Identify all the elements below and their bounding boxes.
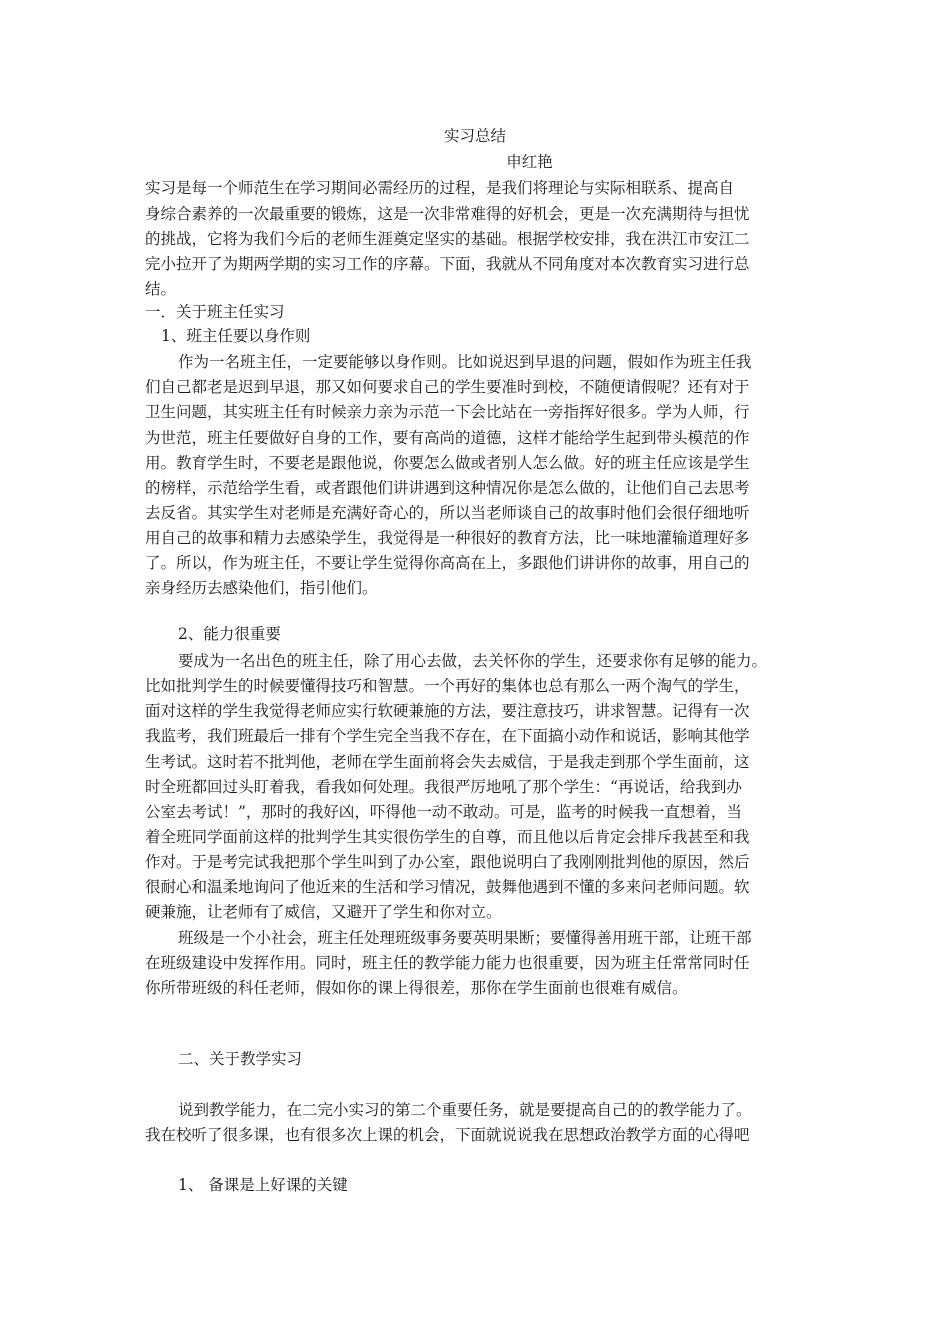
subsection-heading: 2、能力很重要: [178, 625, 281, 643]
paragraph-line: 我监考，我们班最后一排有个学生完全当我不存在，在下面搞小动作和说话，影响其他学: [145, 727, 750, 745]
paragraph-line: 面对这样的学生我觉得老师应实行软硬兼施的方法，要注意技巧，讲求智慧。记得有一次: [145, 702, 750, 720]
section-heading: 一．关于班主任实习: [145, 303, 285, 321]
paragraph-line: 你所带班级的科任老师，假如你的课上得很差，那你在学生面前也很难有威信。: [145, 979, 688, 997]
paragraph-line: 去反省。其实学生对老师是充满好奇心的，所以当老师谈自己的故事时他们会很仔细地听: [145, 504, 750, 522]
paragraph-line: 用自己的故事和精力去感染学生，我觉得是一种很好的教育方法，比一味地灌输道理好多: [145, 529, 750, 547]
paragraph-line: 们自己都老是迟到早退，那又如何要求自己的学生要准时到校，不随便请假呢？还有对于: [145, 378, 750, 396]
paragraph-line: 作为一名班主任，一定要能够以身作则。比如说迟到早退的问题，假如作为班主任我: [178, 353, 752, 371]
paragraph-line: 要成为一名出色的班主任，除了用心去做，去关怀你的学生，还要求你有足够的能力。: [178, 652, 768, 670]
paragraph-line: 在班级建设中发挥作用。同时，班主任的教学能力能力也很重要，因为班主任常常同时任: [145, 954, 750, 972]
paragraph-line: 我在校听了很多课，也有很多次上课的机会，下面就说说我在思想政治教学方面的心得吧: [145, 1126, 750, 1144]
intro-line: 的挑战，它将为我们今后的老师生涯奠定坚实的基础。根据学校安排，我在洪江市安江二: [145, 230, 750, 248]
paragraph-line: 比如批判学生的时候要懂得技巧和智慧。一个再好的集体也总有那么一两个淘气的学生，: [145, 677, 750, 695]
paragraph-line: 硬兼施，让老师有了威信，又避开了学生和你对立。: [145, 903, 502, 921]
paragraph-line: 卫生问题，其实班主任有时候亲力亲为示范一下会比站在一旁指挥好很多。学为人师，行: [145, 403, 750, 421]
document-title: 实习总结: [443, 127, 506, 145]
section-heading: 二、关于教学实习: [178, 1050, 303, 1068]
paragraph-line: 为世范，班主任要做好自身的工作，要有高尚的道德，这样才能给学生起到带头模范的作: [145, 429, 750, 447]
intro-line: 结。: [145, 280, 177, 298]
paragraph-line: 作对。于是考完试我把那个学生叫到了办公室，跟他说明白了我刚刚批判他的原因，然后: [145, 853, 750, 871]
paragraph-line: 了。所以，作为班主任，不要让学生觉得你高高在上，多跟他们讲讲你的故事，用自己的: [145, 554, 750, 572]
paragraph-line: 说到教学能力，在二完小实习的第二个重要任务，就是要提高自己的的教学能力了。: [178, 1101, 752, 1119]
subsection-heading: 1、班主任要以身作则: [161, 327, 311, 345]
paragraph-line: 时全班都回过头盯着我，看我如何处理。我很严厉地吼了那个学生：“再说话，给我到办: [145, 778, 742, 796]
paragraph-line: 班级是一个小社会，班主任处理班级事务要英明果断；要懂得善用班干部，让班干部: [178, 929, 752, 947]
intro-line: 身综合素养的一次最重要的锻炼，这是一次非常难得的好机会，更是一次充满期待与担忧: [145, 205, 750, 223]
paragraph-line: 亲身经历去感染他们，指引他们。: [145, 579, 378, 597]
paragraph-line: 的榜样，示范给学生看，或者跟他们讲讲遇到这种情况你是怎么做的，让他们自己去思考: [145, 479, 750, 497]
paragraph-line: 公室去考试！”，那时的我好凶，吓得他一动不敢动。可是，监考的时候我一直想着，当: [145, 803, 742, 821]
paragraph-line: 着全班同学面前这样的批判学生其实很伤学生的自尊，而且他以后肯定会排斥我甚至和我: [145, 828, 750, 846]
paragraph-line: 用。教育学生时，不要老是跟他说，你要怎么做或者别人怎么做。好的班主任应该是学生: [145, 454, 750, 472]
intro-line: 完小拉开了为期两学期的实习工作的序幕。下面，我就从不同角度对本次教育实习进行总: [145, 255, 750, 273]
document-author: 申红艳: [506, 153, 553, 171]
intro-line: 实习是每一个师范生在学习期间必需经历的过程，是我们将理论与实际相联系、提高自: [145, 179, 735, 197]
subsection-heading: 1、 备课是上好课的关键: [178, 1176, 348, 1194]
paragraph-line: 很耐心和温柔地询问了他近来的生活和学习情况，鼓舞他遇到不懂的多来问老师问题。软: [145, 878, 750, 896]
paragraph-line: 生考试。这时若不批判他，老师在学生面前将会失去威信，于是我走到那个学生面前，这: [145, 753, 750, 771]
